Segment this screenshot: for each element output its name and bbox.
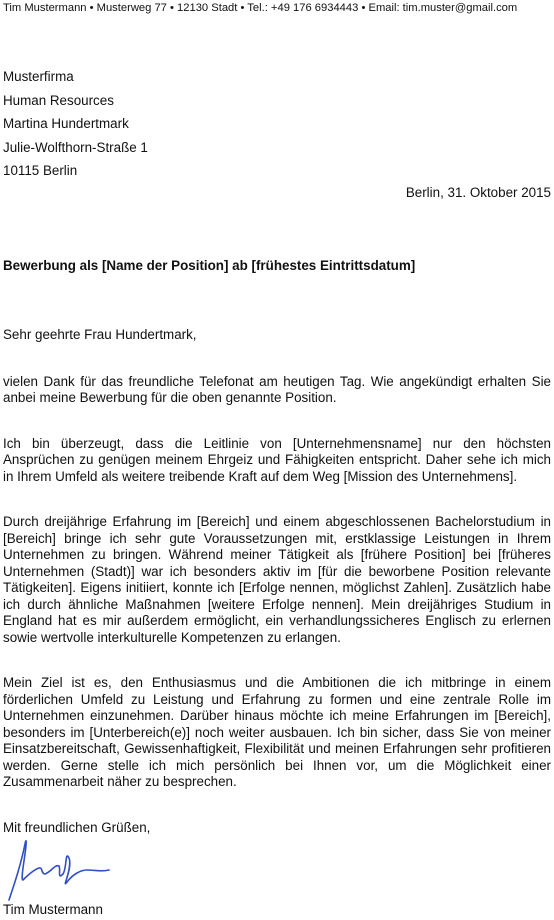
recipient-street: Julie-Wolfthorn-Straße 1 <box>3 139 148 155</box>
recipient-company: Musterfirma <box>3 69 74 84</box>
salutation: Sehr geehrte Frau Hundertmark, <box>3 327 197 342</box>
closing: Mit freundlichen Grüßen, <box>3 819 151 835</box>
letter-date: Berlin, 31. Oktober 2015 <box>405 185 551 200</box>
recipient-address <box>3 69 148 187</box>
paragraph-3: Durch dreijährige Erfahrung im [Bereich] und einem abgeschlossenen Bachelorstudium in [Bereich] bringe ich sehr gute Voraussetzungen mit, erstklassige Leistungen in Ihrem Unternehmen zu bringen. Während meiner Tätigkeit als [frühere Position] bei [früheres Unternehmen (Stadt)] war ich besonders aktiv im [für die beworbene Position relevante Tätigkeiten]. Eigens initiiert, konnte ich [Erfolge nennen, möglichst Zahlen]. Zusätzlich habe ich durch ähnliche Maßnahmen [weitere Erfolge nennen]. Mein dreijähriges Studium in England hat es mir außerdem ermöglicht, ein verhandlungssicheres Englisch zu erlernen sowie wertvolle interkulturelle Kompetenzen zu erlangen. <box>3 514 551 645</box>
paragraph-1: vielen Dank für das freundliche Telefonat am heutigen Tag. Wie angekündigt erhalten Sie anbei meine Bewerbung für die oben genannte Position. <box>3 373 551 405</box>
recipient-department: Human Resources <box>3 92 114 108</box>
sender-line: Tim Mustermann • Musterweg 77 • 12130 Stadt • Tel.: +49 176 6934443 • Email: tim.muster@gmail.com <box>3 2 518 14</box>
letter-body <box>3 327 551 836</box>
recipient-city: 10115 Berlin <box>3 163 78 178</box>
recipient-name: Martina Hundertmark <box>3 116 129 131</box>
paragraph-2: Ich bin überzeugt, dass die Leitlinie von [Unternehmensname] nur den höchsten Ansprüchen zu genügen meinem Ehrgeiz und Fähigkeiten entspricht. Daher sehe ich mich in Ihrem Umfeld als weitere treibende Kraft auf dem Weg [Mission des Unternehmens]. <box>3 435 551 484</box>
handwritten-signature <box>3 830 113 902</box>
paragraph-4: Mein Ziel ist es, den Enthusiasmus und die Ambitionen die ich mitbringe in einem förderlichen Umfeld zu Leistung und Erfahrung zu formen und eine zentrale Rolle im Unternehmen einzunehmen. Darüber hinaus möchte ich meine Erfahrungen im [Bereich], besonders im [Unterbereich(e)] noch weiter ausbauen. Ich bin sicher, dass Sie von meiner Einsatzbereitschaft, Gewissenhaftigkeit, Flexibilität und meinen Erfahrungen sehr profitieren werden. Gerne stelle ich mich persönlich bei Ihnen vor, um die Möglichkeit einer Zusammenarbeit näher zu besprechen. <box>3 675 551 789</box>
letter-subject: Bewerbung als [Name der Position] ab [frühestes Eintrittsdatum] <box>3 258 416 273</box>
signer-name: Tim Mustermann <box>3 902 103 917</box>
